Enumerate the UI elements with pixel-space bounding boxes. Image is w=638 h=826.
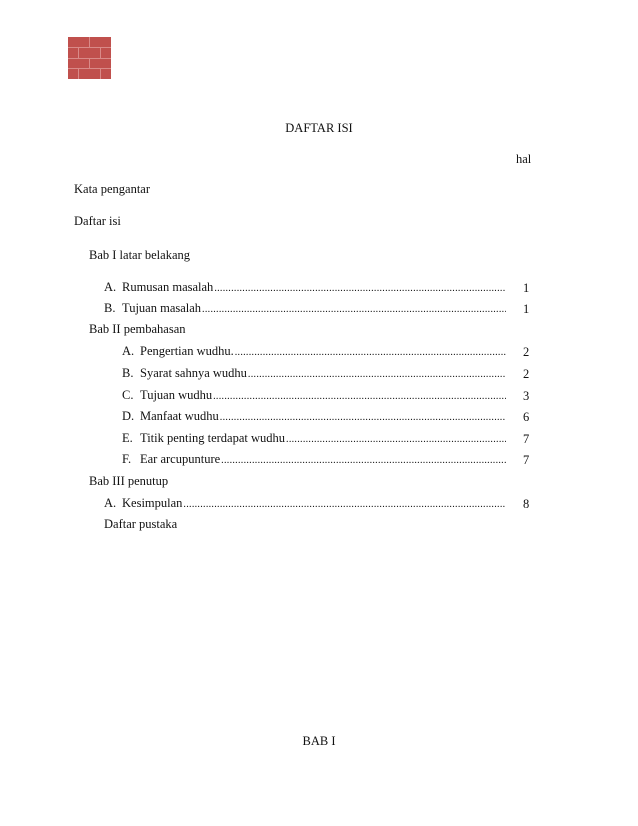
item-letter: F. — [122, 452, 132, 466]
item-letter: D. — [122, 409, 135, 423]
dot-leader — [235, 347, 506, 359]
item-letter: E. — [122, 431, 133, 445]
bab3-heading: Bab III penutup — [89, 474, 169, 488]
item-page-number: 7 — [523, 453, 530, 467]
page-column-label: hal — [516, 152, 532, 166]
item-page-number: 6 — [523, 410, 530, 424]
item-label: Rumusan masalah — [122, 280, 214, 294]
toc-entry-daftar-pustaka: Daftar pustaka — [104, 517, 178, 531]
item-letter: C. — [122, 388, 134, 402]
toc-row — [122, 430, 508, 446]
item-label: Tujuan masalah — [122, 301, 202, 315]
toc-row — [122, 451, 508, 467]
item-page-number: 1 — [523, 302, 530, 316]
page-footer: BAB I — [302, 734, 336, 748]
dot-leader — [183, 499, 506, 511]
item-page-number: 3 — [523, 389, 530, 403]
item-label: Syarat sahnya wudhu — [140, 366, 247, 380]
item-label: Kesimpulan — [122, 496, 183, 510]
document-title: DAFTAR ISI — [285, 121, 353, 135]
item-letter: B. — [104, 301, 116, 315]
item-page-number: 2 — [523, 367, 530, 381]
toc-entry-kata-pengantar: Kata pengantar — [74, 182, 151, 196]
toc-entry-daftar-isi: Daftar isi — [74, 214, 121, 228]
item-page-number: 8 — [523, 497, 530, 511]
toc-row — [104, 279, 508, 295]
dot-leader — [202, 304, 506, 316]
bab1-heading: Bab I latar belakang — [89, 248, 190, 262]
toc-row — [104, 300, 508, 316]
dot-leader — [213, 391, 506, 403]
toc-row — [122, 387, 508, 403]
toc-row — [104, 495, 508, 511]
toc-row — [122, 408, 508, 424]
toc-row — [122, 365, 508, 381]
item-label: Pengertian wudhu. — [140, 344, 234, 358]
dot-leader — [248, 369, 506, 381]
dot-leader — [220, 412, 506, 424]
dot-leader — [214, 283, 506, 295]
item-label: Titik penting terdapat wudhu — [140, 431, 286, 445]
red-square-logo-icon — [68, 37, 111, 79]
dot-leader — [221, 455, 506, 467]
item-letter: A. — [104, 496, 117, 510]
bab2-heading: Bab II pembahasan — [89, 322, 186, 336]
item-letter: A. — [104, 280, 117, 294]
item-letter: A. — [122, 344, 135, 358]
item-page-number: 1 — [523, 281, 530, 295]
dot-leader — [286, 434, 506, 446]
item-page-number: 2 — [523, 345, 530, 359]
item-label: Tujuan wudhu — [140, 388, 213, 402]
item-label: Manfaat wudhu — [140, 409, 219, 423]
item-page-number: 7 — [523, 432, 530, 446]
toc-row — [122, 343, 508, 359]
item-label: Ear arcupunture — [140, 452, 221, 466]
item-letter: B. — [122, 366, 134, 380]
